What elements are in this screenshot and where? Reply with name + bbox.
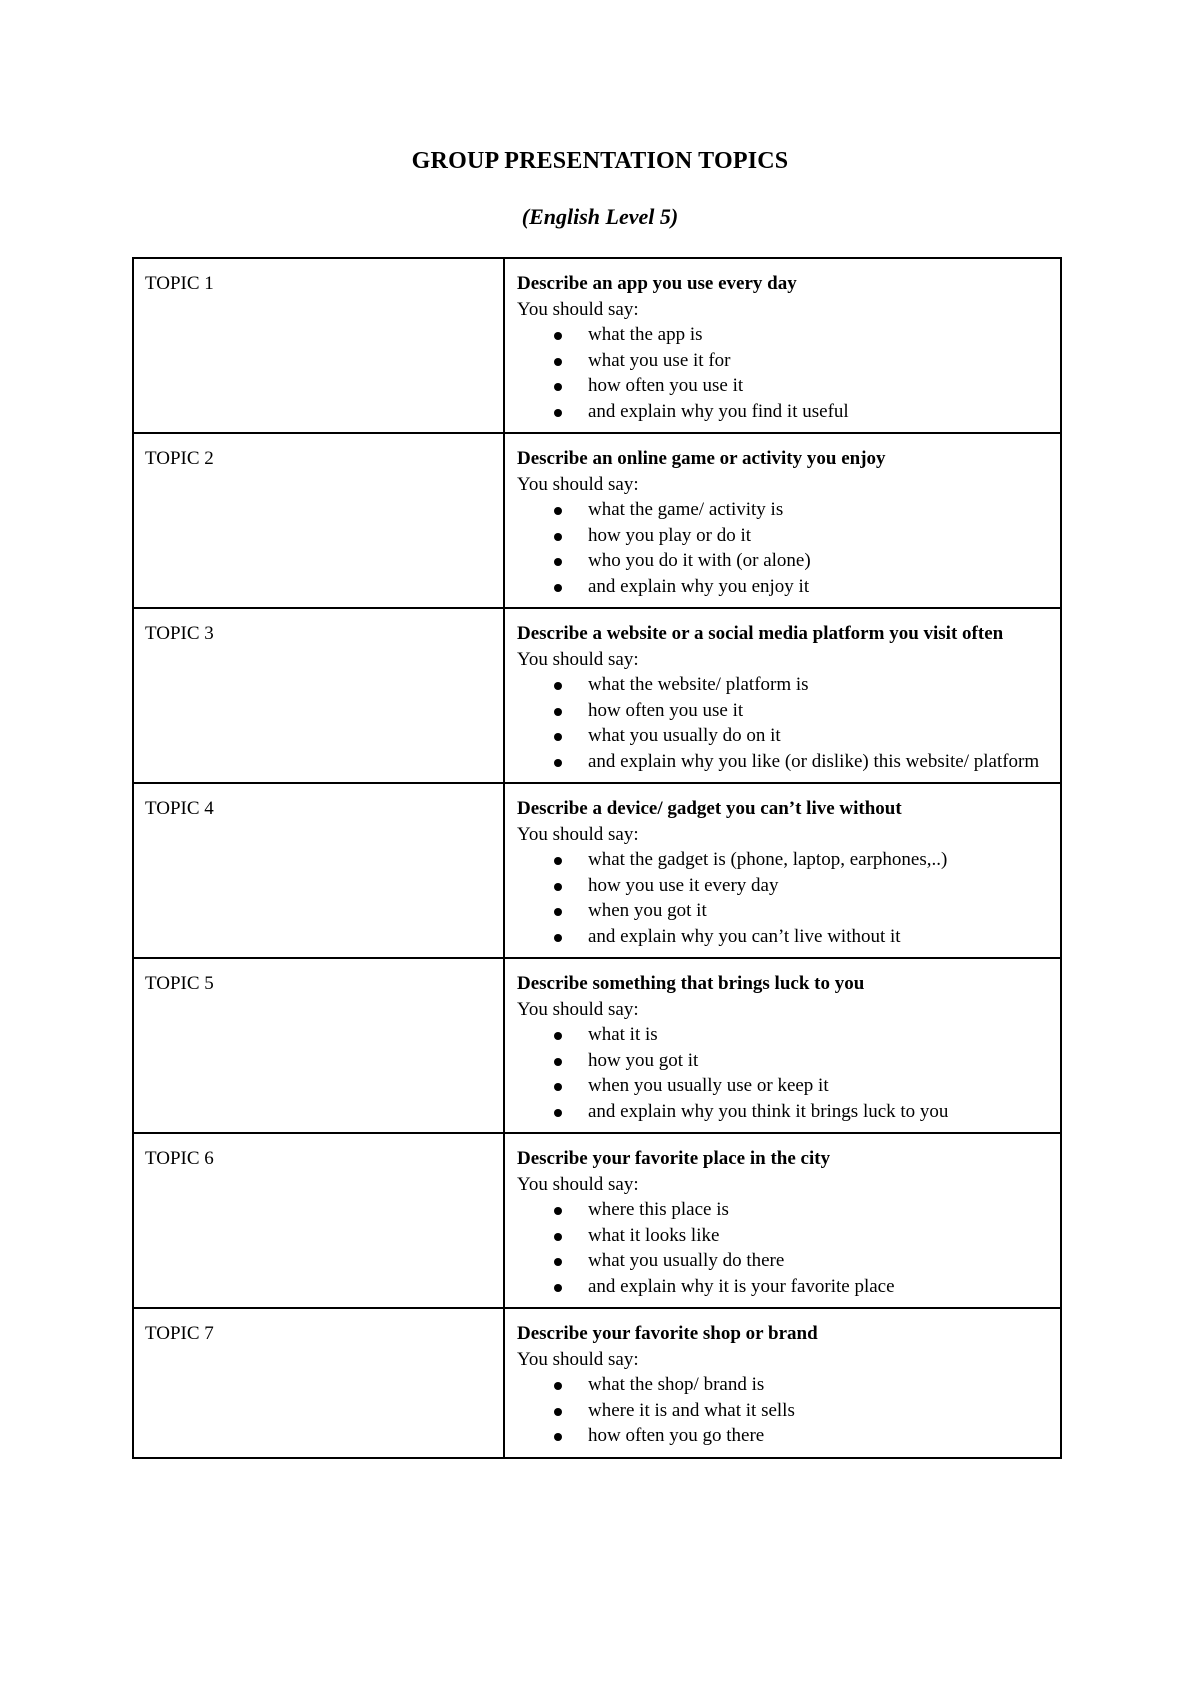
point-text: and explain why you enjoy it: [588, 575, 810, 597]
list-item: [517, 574, 1040, 600]
point-text: how you got it: [588, 1049, 699, 1071]
bullet-icon: [554, 1058, 562, 1066]
list-item: [517, 873, 1040, 899]
topic-label: TOPIC 4: [145, 798, 214, 819]
list-item: [517, 399, 1040, 425]
bullet-icon: [554, 558, 562, 566]
topic-label: TOPIC 6: [145, 1148, 214, 1169]
topic-points-list: [517, 1372, 1040, 1449]
topic-points-list: [517, 1022, 1040, 1124]
bullet-icon: [554, 733, 562, 741]
topic-description-cell: [504, 608, 1061, 783]
point-text: and explain why you can’t live without it: [588, 925, 901, 947]
point-text: what the shop/ brand is: [588, 1374, 765, 1395]
list-item: [517, 847, 1040, 873]
list-item: [517, 1197, 1040, 1223]
topic-row: [133, 1308, 1061, 1458]
topic-prompt: You should say:: [517, 473, 639, 495]
point-text: and explain why you think it brings luck to you: [588, 1100, 949, 1122]
point-text: when you got it: [588, 900, 707, 921]
list-item: [517, 497, 1040, 523]
list-item: [517, 898, 1040, 924]
point-text: where it is and what it sells: [588, 1399, 795, 1421]
topic-description-cell: [504, 433, 1061, 608]
topic-prompt: You should say:: [517, 1173, 639, 1195]
point-text: and explain why it is your favorite place: [588, 1275, 895, 1297]
bullet-icon: [554, 934, 562, 942]
topic-description-cell: [504, 783, 1061, 958]
topic-description-cell: [504, 1133, 1061, 1308]
bullet-icon: [554, 332, 562, 340]
point-text: who you do it with (or alone): [588, 550, 811, 571]
bullet-icon: [554, 1258, 562, 1266]
point-text: how often you use it: [588, 375, 744, 396]
topic-prompt: You should say:: [517, 998, 639, 1020]
list-item: [517, 1223, 1040, 1249]
topic-label-cell: [133, 433, 504, 608]
topic-heading: Describe something that brings luck to you: [517, 973, 865, 994]
bullet-icon: [554, 1207, 562, 1215]
topic-label: TOPIC 7: [145, 1323, 214, 1344]
topic-label-cell: [133, 608, 504, 783]
topic-label-cell: [133, 1133, 504, 1308]
list-item: [517, 348, 1040, 374]
topic-row: [133, 258, 1061, 433]
topic-label: TOPIC 1: [145, 273, 214, 294]
topic-description-cell: [504, 258, 1061, 433]
point-text: how you use it every day: [588, 874, 779, 896]
topic-heading: Describe an online game or activity you enjoy: [517, 448, 886, 469]
bullet-icon: [554, 1382, 562, 1390]
topics-table: [132, 257, 1062, 1459]
bullet-icon: [554, 682, 562, 690]
list-item: [517, 1248, 1040, 1274]
point-text: what the app is: [588, 324, 703, 345]
topic-label: TOPIC 3: [145, 623, 214, 644]
list-item: [517, 1398, 1040, 1424]
bullet-icon: [554, 533, 562, 541]
topic-description-cell: [504, 958, 1061, 1133]
bullet-icon: [554, 1032, 562, 1040]
document-title: GROUP PRESENTATION TOPICS: [411, 148, 789, 174]
list-item: [517, 1022, 1040, 1048]
topic-heading: Describe an app you use every day: [517, 273, 797, 294]
topic-row: [133, 433, 1061, 608]
topic-prompt: You should say:: [517, 648, 639, 670]
point-text: what the website/ platform is: [588, 674, 809, 695]
bullet-icon: [554, 708, 562, 716]
topic-points-list: [517, 1197, 1040, 1299]
list-item: [517, 698, 1040, 724]
topic-prompt: You should say:: [517, 298, 639, 320]
list-item: [517, 1274, 1040, 1300]
bullet-icon: [554, 383, 562, 391]
point-text: what the gadget is (phone, laptop, earphones,..): [588, 849, 948, 870]
topic-heading: Describe a device/ gadget you can’t live without: [517, 798, 902, 819]
topic-row: [133, 608, 1061, 783]
topic-prompt: You should say:: [517, 1348, 639, 1370]
list-item: [517, 523, 1040, 549]
bullet-icon: [554, 759, 562, 767]
topic-label-cell: [133, 1308, 504, 1458]
list-item: [517, 373, 1040, 399]
topic-points-list: [517, 497, 1040, 599]
bullet-icon: [554, 1408, 562, 1416]
list-item: [517, 548, 1040, 574]
point-text: how often you use it: [588, 699, 744, 721]
list-item: [517, 1372, 1040, 1398]
point-text: and explain why you like (or dislike) this website/ platform: [588, 750, 1040, 772]
bullet-icon: [554, 1083, 562, 1091]
list-item: [517, 1423, 1040, 1449]
bullet-icon: [554, 1433, 562, 1441]
point-text: what you usually do there: [588, 1250, 785, 1271]
bullet-icon: [554, 1284, 562, 1292]
point-text: what you usually do on it: [588, 725, 781, 746]
topic-points-list: [517, 847, 1040, 949]
topic-points-list: [517, 672, 1040, 774]
point-text: what the game/ activity is: [588, 499, 784, 520]
bullet-icon: [554, 409, 562, 417]
topic-heading: Describe your favorite place in the city: [517, 1148, 831, 1169]
point-text: how you play or do it: [588, 524, 752, 546]
list-item: [517, 723, 1040, 749]
bullet-icon: [554, 857, 562, 865]
point-text: where this place is: [588, 1199, 729, 1220]
topic-points-list: [517, 322, 1040, 424]
bullet-icon: [554, 584, 562, 592]
topic-heading: Describe your favorite shop or brand: [517, 1323, 818, 1344]
point-text: what it looks like: [588, 1224, 720, 1246]
topic-row: [133, 958, 1061, 1133]
point-text: what it is: [588, 1024, 658, 1045]
topic-row: [133, 1133, 1061, 1308]
list-item: [517, 924, 1040, 950]
topic-label-cell: [133, 783, 504, 958]
point-text: how often you go there: [588, 1425, 765, 1446]
list-item: [517, 672, 1040, 698]
bullet-icon: [554, 507, 562, 515]
topic-prompt: You should say:: [517, 823, 639, 845]
list-item: [517, 1048, 1040, 1074]
bullet-icon: [554, 358, 562, 366]
document-subtitle: (English Level 5): [521, 204, 679, 229]
bullet-icon: [554, 1109, 562, 1117]
topic-label-cell: [133, 258, 504, 433]
point-text: when you usually use or keep it: [588, 1075, 829, 1096]
list-item: [517, 322, 1040, 348]
list-item: [517, 1099, 1040, 1125]
bullet-icon: [554, 1233, 562, 1241]
topics-table-body: [133, 258, 1061, 1458]
topic-row: [133, 783, 1061, 958]
topic-label: TOPIC 5: [145, 973, 214, 994]
topic-description-cell: [504, 1308, 1061, 1458]
bullet-icon: [554, 883, 562, 891]
topic-label-cell: [133, 958, 504, 1133]
point-text: and explain why you find it useful: [588, 400, 849, 422]
topic-label: TOPIC 2: [145, 448, 214, 469]
bullet-icon: [554, 908, 562, 916]
topic-heading: Describe a website or a social media platform you visit often: [517, 623, 1004, 644]
list-item: [517, 749, 1040, 775]
list-item: [517, 1073, 1040, 1099]
point-text: what you use it for: [588, 349, 731, 371]
